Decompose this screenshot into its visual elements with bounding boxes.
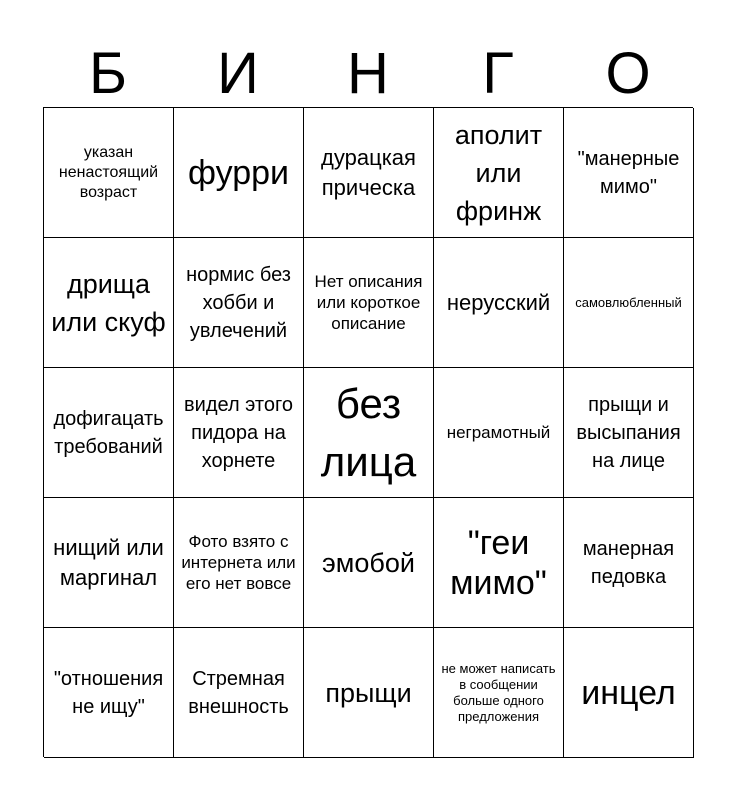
bingo-cell-r2-c4[interactable] (564, 368, 694, 498)
bingo-cell-r4-c4[interactable] (564, 628, 694, 758)
bingo-cell-r0-c3[interactable] (434, 108, 564, 238)
bingo-cell-r4-c2[interactable] (304, 628, 434, 758)
bingo-cell-r0-c1[interactable] (174, 108, 304, 238)
cell-label: манерная педовка (582, 537, 675, 588)
cell-label: Стремная внешность (188, 667, 289, 718)
cell-label: эмобой (322, 547, 415, 578)
cell-label: "манерные мимо" (577, 147, 680, 198)
cell-label: инцел (581, 673, 676, 712)
cell-label: нормис без хобби и увлечений (186, 263, 291, 342)
cell-label: дурацкая прическа (321, 144, 416, 200)
title-letter-g: Г (482, 41, 514, 106)
cell-label: прыщи и высыпания на лице (576, 393, 681, 472)
bingo-cell-r4-c0[interactable] (44, 628, 174, 758)
cell-label: "геи мимо" (450, 523, 547, 602)
bingo-cell-r3-c0[interactable] (44, 498, 174, 628)
title-letter-b: Б (88, 41, 128, 106)
bingo-cell-r3-c4[interactable] (564, 498, 694, 628)
cell-label: фурри (187, 153, 290, 192)
title-letter-n: Н (347, 41, 389, 106)
bingo-board (43, 107, 693, 757)
cell-label: "отношения не ищу" (53, 667, 164, 718)
bingo-cell-r0-c4[interactable] (564, 108, 694, 238)
bingo-cell-r1-c3[interactable] (434, 238, 564, 368)
bingo-cell-r2-c2[interactable] (304, 368, 434, 498)
cell-label: прыщи (325, 677, 412, 708)
bingo-cell-r1-c1[interactable] (174, 238, 304, 368)
cell-label: дрища или скуф (51, 268, 166, 337)
cell-label: не может написать в сообщении больше одного предложения (441, 660, 556, 724)
cell-label: дофигацать требований (53, 407, 164, 458)
bingo-cell-r2-c3[interactable] (434, 368, 564, 498)
bingo-title (43, 40, 693, 108)
title-letter-i: И (217, 41, 259, 106)
cell-label: нищий или маргинал (53, 534, 164, 590)
bingo-cell-r2-c1[interactable] (174, 368, 304, 498)
cell-label: аполит или фринж (454, 119, 543, 226)
bingo-cell-r3-c1[interactable] (174, 498, 304, 628)
bingo-cell-r3-c2[interactable] (304, 498, 434, 628)
cell-label: Нет описания или короткое описание (314, 272, 423, 333)
cell-label: видел этого пидора на хорнете (184, 393, 293, 472)
cell-label: без лица (320, 379, 417, 485)
bingo-cell-r0-c0[interactable] (44, 108, 174, 238)
bingo-cell-r1-c0[interactable] (44, 238, 174, 368)
bingo-cell-r4-c1[interactable] (174, 628, 304, 758)
bingo-cell-r1-c2[interactable] (304, 238, 434, 368)
bingo-cell-r3-c3[interactable] (434, 498, 564, 628)
bingo-cell-r1-c4[interactable] (564, 238, 694, 368)
cell-label: самовлюбленный (575, 294, 682, 310)
bingo-cell-r4-c3[interactable] (434, 628, 564, 758)
title-letter-o: О (605, 41, 651, 106)
cell-label: Фото взято с интернета или его нет вовсе (181, 532, 296, 593)
bingo-cell-r0-c2[interactable] (304, 108, 434, 238)
bingo-cell-r2-c0[interactable] (44, 368, 174, 498)
cell-label: нерусский (446, 289, 551, 315)
cell-label: неграмотный (446, 423, 551, 442)
cell-label: указан ненастоящий возраст (58, 143, 159, 201)
